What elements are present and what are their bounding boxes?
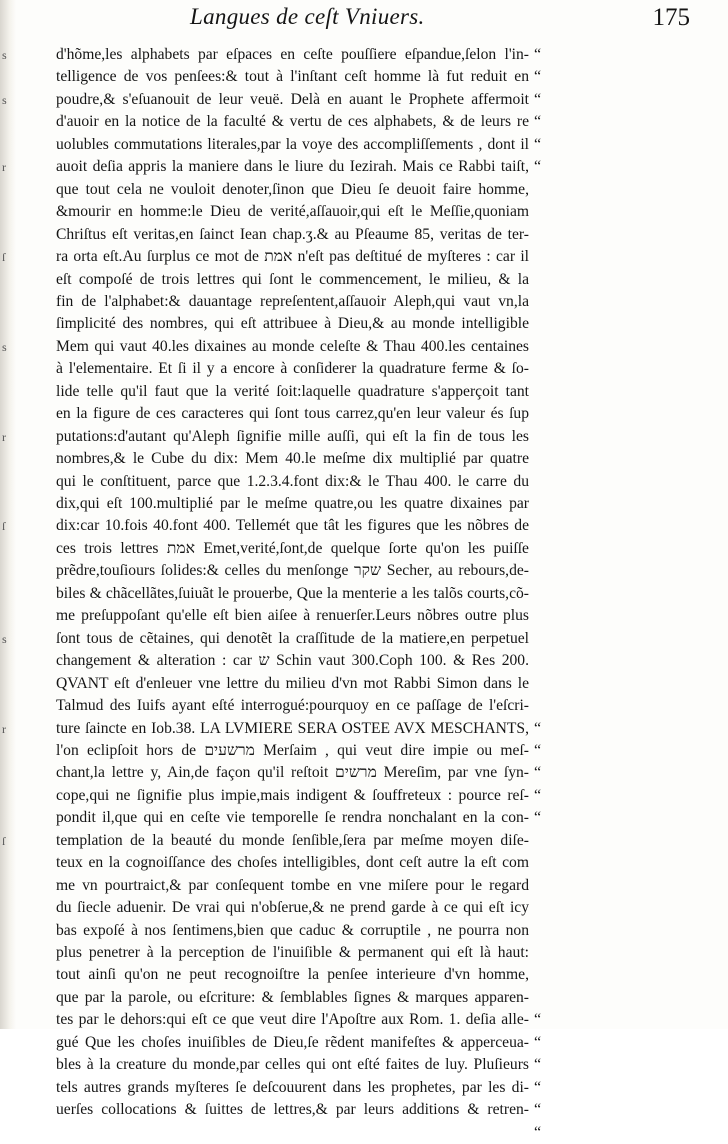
quotation-mark: “ <box>534 1101 542 1119</box>
quotation-mark: “ <box>534 1033 542 1051</box>
quotation-mark: “ <box>534 68 542 86</box>
text-line: uolubles commutations literales,par la voye des accompliſſements , dont il <box>56 135 529 153</box>
text-line: ture ſaincte en Iob.38. LA LVMIERE SERA OSTEE AVX MESCHANTS, <box>56 719 529 737</box>
text-line: telligence de vos penſees:& tout à l'inſtant ceſt homme là fut reduit en <box>56 68 529 86</box>
text-line: pondit il,que qui en ceſte vie temporelle ſe rendra nonchalant en la con- <box>56 809 529 827</box>
text-line: teux en la cognoiſſance des choſes intelligibles, dont ceſt autre la eſt com <box>56 854 529 872</box>
facing-page-margin-mark: s <box>2 92 7 107</box>
text-line: biles & chãcellãtes,ſuiuãt le prouerbe, Que la menterie a les talõs courts,cõ- <box>56 584 529 602</box>
text-line: lide telle qu'il faut que la verité ſoit:laquelle quadrature s'apperçoit tant <box>56 382 529 400</box>
text-line: poudre,& s'eſuanouit de leur veuë. Delà en auant le Prophete affermoit <box>56 90 529 108</box>
text-line: nombres,& le Cube du dix: Mem 40.le meſme dix multiplié par quatre <box>56 450 529 468</box>
text-line: Mem qui vaut 40.les dixaines au monde celeſte & Thau 400.les centaines <box>56 337 529 355</box>
quotation-mark: “ <box>534 764 542 782</box>
text-line: prẽdre,touſiours ſolides:& celles du menſonge שקר Secher, au rebours,de- <box>56 562 529 580</box>
text-line: tout ainſi qu'on ne peut recognoiſtre la penſee interieure d'vn homme, <box>56 966 529 984</box>
running-head: Langues de ceſt Vniuers. <box>190 4 425 29</box>
quotation-mark: “ <box>534 1056 542 1074</box>
text-line: que tout cela ne vouloit denoter,ſinon que Dieu ſe deuoit faire homme, <box>56 180 529 198</box>
quotation-mark: “ <box>534 1011 542 1029</box>
facing-page-margin-mark: r <box>2 160 6 175</box>
facing-page-margin-mark: s <box>2 631 7 646</box>
page-number: 175 <box>652 4 690 31</box>
quotation-mark: “ <box>534 113 542 131</box>
text-line: à l'elementaire. Et ſi il y a encore à conſiderer la quadrature ferme & ſo- <box>56 360 529 378</box>
page-header <box>190 4 690 38</box>
facing-page-margin-mark: s <box>2 339 7 354</box>
text-line: QVANT eſt d'enleuer vne lettre du milieu d'vn mot Rabbi Simon dans le <box>56 674 529 692</box>
quotation-mark: “ <box>534 786 542 804</box>
text-line: bles à la creature du monde,par celles qui ont eſté faites de luy. Pluſieurs <box>56 1056 529 1074</box>
text-line: putations:d'autant qu'Aleph ſignifie mille auſſi, qui eſt la fin de tous les <box>56 427 529 445</box>
quotation-mark: “ <box>534 1078 542 1096</box>
text-line: qui le conſtituent, parce que 1.2.3.4.font dix:& le Thau 400. le carre du <box>56 472 529 490</box>
text-line: gué Que les choſes inuiſibles de Dieu,ſe rẽdent manifeſtes & apperceua- <box>56 1033 529 1051</box>
facing-page-margin-mark: r <box>2 721 6 736</box>
facing-page-margin-mark: s <box>2 48 7 62</box>
text-line: d'hõme,les alphabets par eſpaces en ceſte pouſſiere eſpandue,ſelon l'in- <box>56 46 529 63</box>
quotation-mark: “ <box>534 719 542 737</box>
text-line: templation de la beauté du monde ſenſible,ſera par meſme moyen diſe- <box>56 831 529 849</box>
text-line: ſont tous de cẽtaines, qui denotẽt la craſſitude de la matiere,en perpetuel <box>56 629 529 647</box>
text-line: Talmud des Iuifs ayant eſté interrogué:pourquoy en ce paſſage de l'eſcri- <box>56 697 529 715</box>
quotation-mark: “ <box>534 1123 542 1141</box>
quotation-mark: “ <box>534 809 542 827</box>
text-line: ra orta eſt.Au ſurplus ce mot de אמת n'eſt pas deſtitué de myſteres : car il <box>56 248 529 266</box>
text-line: eſt compoſé de trois lettres qui ſont le commencement, le milieu, & la <box>56 270 529 288</box>
text-line: me preſuppoſant qu'elle eſt bien aiſee à renuerſer.Leurs nõbres outre plus <box>56 607 529 625</box>
text-line: me vn pourtraict,& par conſequent tombe en vne miſere pour le regard <box>56 876 529 894</box>
text-line: du ſiecle aduenir. De vrai qui n'obſerue,& ne prend garde à ce qui eſt icy <box>56 899 529 917</box>
quotation-mark: “ <box>534 741 542 759</box>
text-line: que par la parole, ou eſcriture: & ſemblables ſignes & marques apparen- <box>56 988 529 1006</box>
text-line: d'auoir en la notice de la faculté & vertu de ces alphabets, & de leurs re <box>56 113 529 131</box>
text-line: bas expoſé à nos ſentimens,bien que caduc & corruptile , ne pourra non <box>56 921 529 939</box>
quotation-mark: “ <box>534 90 542 108</box>
facing-page-margin-mark: ſ <box>2 833 6 848</box>
quotation-mark: “ <box>534 158 542 176</box>
facing-page-margin-mark: r <box>2 429 6 444</box>
facing-page-margin-mark: ſ <box>2 250 6 265</box>
text-line: dix:car 10.fois 40.font 400. Tellemét que tât les figures que les nõbres de <box>56 517 529 535</box>
text-line: ſimplicité des nombres, qui eſt attribuee à Dieu,& au monde intelligible <box>56 315 529 333</box>
text-line: fin de l'alphabet:& dauantage repreſentent,aſſauoir Aleph,qui vaut vn,la <box>56 292 529 310</box>
text-line: tes par le dehors:qui eſt ce que veut dire l'Apoſtre aux Rom. 1. deſia alle- <box>56 1011 529 1029</box>
text-line: Chriſtus eſt veritas,en ſainct Iean chap.ʒ.& au Pſeaume 85, veritas de ter- <box>56 225 529 243</box>
text-line: changement & alteration : car ש Schin vaut 300.Coph 100. & Res 200. <box>56 652 529 670</box>
text-line: auoit deſia appris la maniere dans le liure du Iezirah. Mais ce Rabbi taiſt, <box>56 158 529 176</box>
text-line: cope,qui ne ſignifie plus impie,mais indigent & ſouffreteux : pource reſ- <box>56 786 529 804</box>
quotation-mark: “ <box>534 135 542 153</box>
text-line: tels autres grands myſteres ſe deſcouurent dans les prophetes, par les di- <box>56 1078 529 1096</box>
text-line: en la figure de ces caracteres qui ſont tous carrez,qu'en leur valeur és ſup <box>56 405 529 423</box>
text-line: uerſes collocations & ſuittes de lettres,& par leurs additions & retren- <box>56 1101 529 1119</box>
text-line: l'on eclipſoit hors de מרשעים Merſaim , qui veut dire impie ou meſ- <box>56 741 529 759</box>
text-line: plus penetrer à la perception de l'inuiſible & permanent qui eſt là haut: <box>56 944 529 961</box>
text-line: &mourir en homme:le Dieu de verité,aſſauoir,qui eſt le Meſſie,quoniam <box>56 203 529 221</box>
facing-page-margin-mark: ſ <box>2 519 6 534</box>
text-line: dix,qui eſt 100.multiplié par le meſme quatre,ou les quatre dixaines par <box>56 495 529 512</box>
quotation-mark: “ <box>534 46 542 63</box>
text-line: ces trois lettres אמת Emet,verité,ſont,de quelque ſorte qu'on les puiſſe <box>56 539 529 557</box>
text-line: chant,la lettre y, Ain,de façon qu'il reſtoit מרשים Mereſim, par vne ſyn- <box>56 764 529 782</box>
